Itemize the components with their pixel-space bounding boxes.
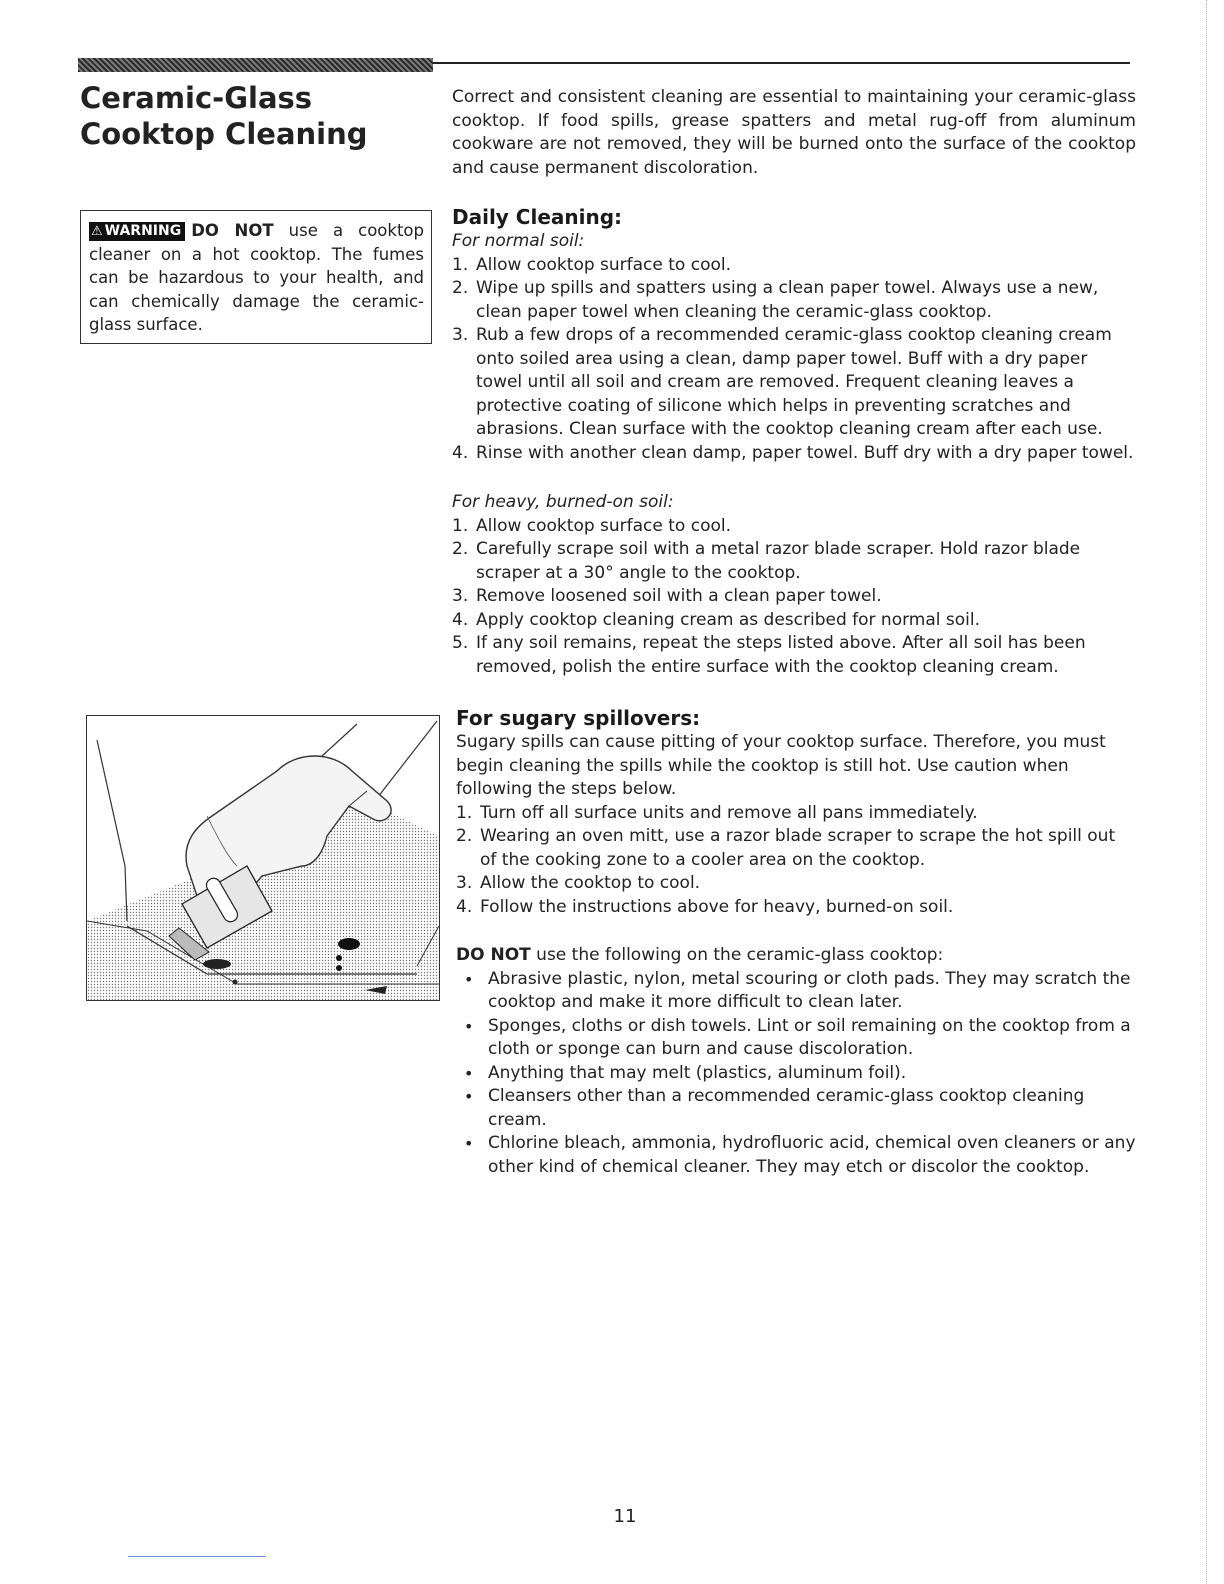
sugary-steps (456, 802, 1136, 920)
bullet-icon: • (464, 969, 474, 989)
heavy-soil-section (452, 491, 1136, 679)
step-number: 2. (456, 826, 473, 846)
list-item (456, 802, 1136, 826)
list-item (456, 1085, 1136, 1132)
sugary-intro: Sugary spills can cause pitting of your cooktop surface. Therefore, you must begin cleaning the spills while the cooktop is still hot. Use caution when following the steps below. (456, 732, 1106, 799)
daily-cleaning-section (452, 204, 1136, 465)
step-number: 2. (452, 278, 469, 298)
normal-soil-steps (452, 254, 1136, 466)
page-title: Ceramic-Glass Cooktop Cleaning (80, 81, 368, 151)
step-number: 3. (456, 873, 473, 893)
do-not-text: use the following on the ceramic-glass cooktop: (530, 945, 944, 965)
list-item (452, 254, 1136, 278)
step-text: Wipe up spills and spatters using a clean paper towel. Always use a new, clean paper towel when cleaning the ceramic-glass cooktop. (476, 278, 1099, 322)
bullet-icon: • (464, 1063, 474, 1083)
do-not-intro (456, 944, 1136, 968)
normal-soil-label: For normal soil: (452, 231, 585, 251)
heavy-soil-label: For heavy, burned-on soil: (452, 492, 674, 512)
list-item (456, 968, 1136, 1015)
step-text: Allow cooktop surface to cool. (476, 254, 732, 275)
cooktop-scraper-illustration (86, 715, 440, 1001)
warning-text: use a cooktop cleaner on a hot cooktop. The fumes can be hazardous to your health, and can chemically damage the ceramic-glass surface. (89, 221, 424, 334)
step-number: 3. (452, 325, 469, 345)
bullet-text: Chlorine bleach, ammonia, hydrofluoric acid, chemical oven cleaners or any other kind of chemical cleaner. They may etch or discolor the cooktop. (488, 1133, 1136, 1177)
warning-badge (89, 222, 185, 241)
bullet-text: Abrasive plastic, nylon, metal scouring or cloth pads. They may scratch the cooktop and make it more difficult to clean later. (488, 968, 1131, 1012)
list-item (452, 515, 1136, 539)
list-item (456, 1015, 1136, 1062)
do-not-list (456, 968, 1136, 1180)
bullet-icon: • (464, 1134, 474, 1153)
bullet-text: Sponges, cloths or dish towels. Lint or soil remaining on the cooktop from a cloth or sponge can burn and cause discoloration. (488, 1015, 1131, 1059)
step-number: 2. (452, 539, 469, 559)
do-not-section (456, 944, 1136, 1179)
bullet-text: Cleansers other than a recommended ceramic-glass cooktop cleaning cream. (488, 1086, 1085, 1130)
step-text: Wearing an oven mitt, use a razor blade scraper to scrape the hot spill out of the cooking zone to a cooler area on the cooktop. (480, 826, 1116, 870)
bullet-icon: • (464, 1016, 474, 1036)
warning-badge-label: WARNING (104, 223, 182, 239)
list-item (452, 324, 1136, 442)
sugary-heading: For sugary spillovers: (456, 706, 701, 730)
step-number: 4. (452, 609, 469, 630)
warning-triangle-icon: ⚠ (91, 224, 103, 239)
list-item (456, 825, 1136, 872)
step-text: Apply cooktop cleaning cream as described for normal soil. (476, 609, 981, 630)
intro-paragraph: Correct and consistent cleaning are essential to maintaining your ceramic-glass cooktop. If food spills, grease spatters and metal rug-off from aluminum cookware are not removed, they will be burned onto the surface of the cooktop and cause permanent discoloration. (452, 87, 1136, 178)
step-text: Carefully scrape soil with a metal razor blade scraper. Hold razor blade scraper at a 30° angle to the cooktop. (476, 539, 1081, 583)
bullet-icon: • (464, 1087, 474, 1106)
step-number: 4. (456, 896, 473, 917)
list-item (456, 872, 1136, 896)
warning-box (80, 210, 432, 344)
do-not-lead: DO NOT (456, 945, 531, 965)
daily-cleaning-heading: Daily Cleaning: (452, 205, 623, 229)
step-text: If any soil remains, repeat the steps listed above. After all soil has been removed, polish the entire surface with the cooktop cleaning cream. (476, 633, 1086, 677)
bottom-line (128, 1556, 266, 1557)
list-item (452, 442, 1136, 466)
step-text: Allow cooktop surface to cool. (476, 515, 732, 536)
warning-lead: DO NOT (191, 221, 274, 240)
step-number: 3. (452, 586, 469, 606)
step-number: 1. (452, 515, 469, 536)
list-item (456, 1132, 1136, 1179)
list-item (452, 585, 1136, 609)
step-number: 5. (452, 633, 469, 653)
step-text: Remove loosened soil with a clean paper towel. (476, 586, 882, 606)
sugary-section (456, 705, 1136, 919)
list-item (452, 609, 1136, 633)
bullet-text: Anything that may melt (plastics, aluminum foil). (488, 1062, 907, 1083)
header-bar (78, 58, 433, 72)
header-rule (433, 62, 1130, 64)
list-item (456, 896, 1136, 920)
step-text: Turn off all surface units and remove all pans immediately. (480, 802, 978, 823)
step-text: Rub a few drops of a recommended ceramic-glass cooktop cleaning cream onto soiled area using a clean, damp paper towel. Buff with a dry paper towel until all soil and cream are removed. Frequent cleaning leaves a protective coating of silicone which helps in preventing scratches and abrasions. Clean surface with the cooktop cleaning cream after each use. (476, 325, 1112, 439)
step-text: Rinse with another clean damp, paper towel. Buff dry with a dry paper towel. (476, 442, 1134, 463)
heavy-soil-steps (452, 515, 1136, 680)
page-number: 11 (613, 1506, 637, 1527)
list-item (452, 632, 1136, 679)
list-item (452, 538, 1136, 585)
list-item (452, 277, 1136, 324)
step-number: 1. (456, 802, 473, 823)
step-text: Follow the instructions above for heavy, burned-on soil. (480, 896, 954, 917)
step-number: 4. (452, 442, 469, 463)
list-item (456, 1062, 1136, 1086)
page-edge (1206, 0, 1208, 1584)
mitt-scraper-icon (87, 716, 439, 1000)
step-number: 1. (452, 254, 469, 275)
step-text: Allow the cooktop to cool. (480, 873, 701, 893)
